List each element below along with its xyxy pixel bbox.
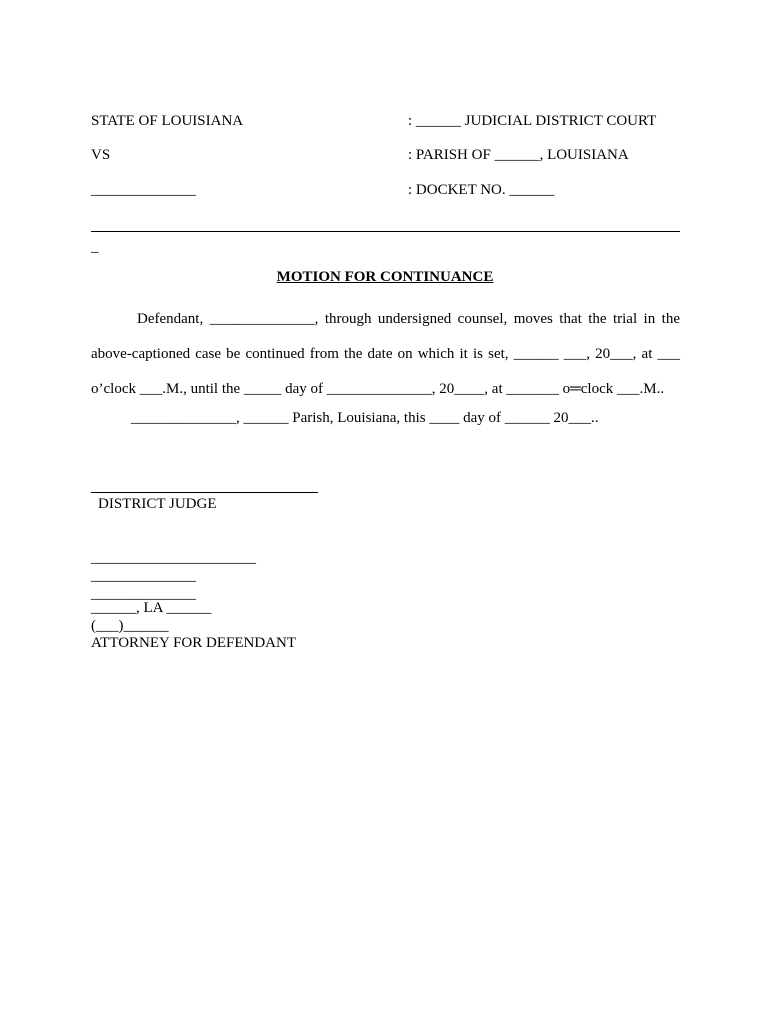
caption-court: : ______ JUDICIAL DISTRICT COURT xyxy=(408,113,657,129)
caption-docket: : DOCKET NO. ______ xyxy=(408,182,555,198)
attorney-city-line: ______, LA ______ xyxy=(91,600,212,616)
body-line-1: Defendant, ______________, through undersigned counsel, moves that the trial in the xyxy=(137,311,680,327)
caption-vs: VS xyxy=(91,147,111,163)
caption-divider xyxy=(91,231,680,232)
body-line-4: ______________, ______ Parish, Louisiana, this ____ day of ______ 20___.. xyxy=(131,410,599,426)
judge-signature-label: DISTRICT JUDGE xyxy=(98,496,217,512)
attorney-phone-line: (___)______ xyxy=(91,618,169,634)
caption-divider-tail: _ xyxy=(91,239,99,255)
body-line-3: o’clock ___.M., until the _____ day of ______________, 20____, at _______ o═clock ___.M.. xyxy=(91,381,665,397)
caption-state: STATE OF LOUISIANA xyxy=(91,113,244,129)
attorney-address-line-2: ______________ xyxy=(91,586,196,602)
judge-signature-line xyxy=(91,492,318,493)
attorney-address-line-1: ______________ xyxy=(91,568,196,584)
body-line-2: above-captioned case be continued from the date on which it is set, ______ ___, 20___, at ___ xyxy=(91,346,680,362)
motion-body xyxy=(91,302,680,407)
document-title: MOTION FOR CONTINUANCE xyxy=(276,269,494,285)
caption-parish: : PARISH OF ______, LOUISIANA xyxy=(408,147,629,163)
caption-party-blank: ______________ xyxy=(91,182,196,198)
attorney-name-line: ______________________ xyxy=(91,550,256,566)
attorney-label: ATTORNEY FOR DEFENDANT xyxy=(91,635,297,651)
